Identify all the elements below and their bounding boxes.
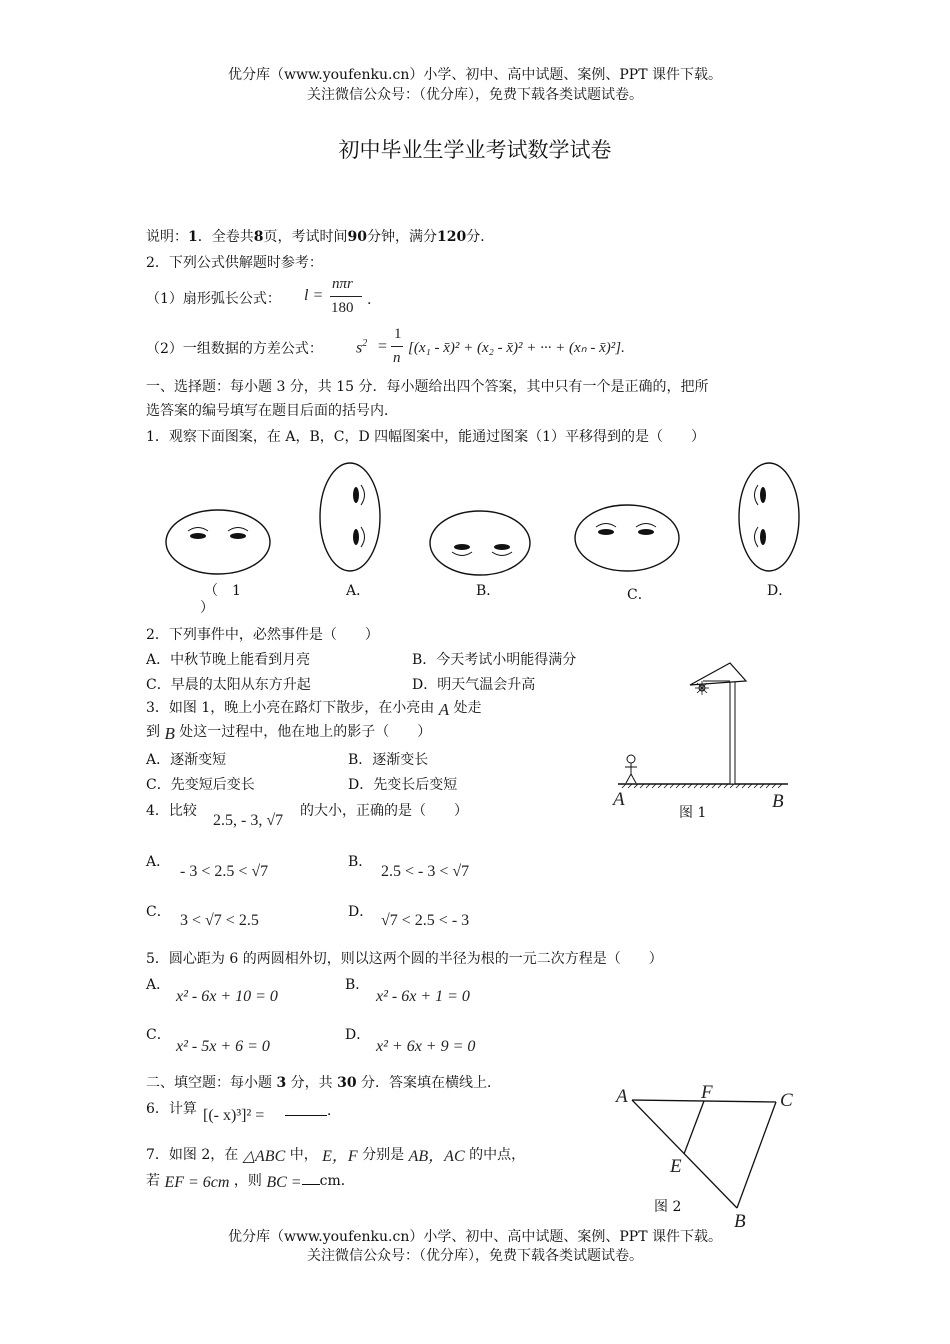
figure-1-point-b: B [772,791,784,812]
formula-2-eq: = [378,338,388,355]
q2-option-d: D．明天气温会升高 [412,677,536,693]
q1-figures [0,455,950,625]
q3-text: 处这一过程中，他在地上的影子（ ） [179,724,432,740]
intro-minutes: 90 [347,229,367,245]
figure-2-point-c: C [780,1090,793,1111]
figure-1-point-a: A [613,789,625,810]
q7-text: 若 [146,1173,160,1189]
q7-text: 分别是 [362,1147,405,1163]
q3-option-d: D．先变长后变短 [348,777,458,793]
figure-2-caption: 图 2 [654,1199,682,1215]
q4-option-d-label: D． [348,904,374,920]
q2-option-a: A．中秋节晚上能看到月亮 [146,652,311,668]
q7-text: 的中点， [469,1147,526,1163]
header-line-2: 关注微信公众号：（优分库），免费下载各类试题试卷。 [307,87,643,103]
q3-text: 3．如图 1，晚上小亮在路灯下散步，在小亮由 [146,700,435,716]
section-2-points: 3 [276,1075,287,1091]
q7-line-2 [146,1172,355,1190]
q2-option-b: B．今天考试小明能得满分 [412,652,577,668]
face-original [166,510,270,574]
formula-2-body: [(x₁ - x̄)² + (x₂ - x̄)² + ··· + (xₙ - x̄)²]. [408,340,625,356]
q5-option-d: x² + 6x + 9 = 0 [376,1038,476,1055]
q5-option-c: x² - 5x + 6 = 0 [176,1038,270,1055]
footer-line-1: 优分库（www.youfenku.cn）小学、初中、高中试题、案例、PPT 课件下载。 [227,1229,722,1245]
header-line-1: 优分库（www.youfenku.cn）小学、初中、高中试题、案例、PPT 课件下载。 [227,67,722,83]
section-2-total: 30 [337,1075,357,1091]
figure-2-point-b: B [734,1211,746,1232]
formula-2-numerator: 1 [394,326,402,342]
q5-option-d-label: D． [345,1027,371,1043]
q7-text: cm． [319,1173,355,1189]
q4-option-c: 3 < √7 < 2.5 [180,912,259,929]
intro-label: 说明： [146,229,188,245]
figure-2-point-f: F [701,1082,713,1103]
q1-label-d: D． [767,583,793,599]
q7-text: 中， [289,1147,318,1163]
point-a: A [438,700,450,719]
face-option-c [575,505,679,571]
q6-answer-blank [285,1115,327,1116]
section-2-text: 二、填空题：每小题 [146,1075,272,1091]
q2-stem: 2．下列事件中，必然事件是（ ） [146,627,379,643]
footer-line-2: 关注微信公众号：（优分库），免费下载各类试题试卷。 [307,1248,643,1264]
q4-option-b: 2.5 < - 3 < √7 [381,863,470,880]
ef-length: EF = 6cm [164,1174,230,1191]
segments-ab-ac: AB，AC [408,1148,465,1165]
point-b: B [164,724,175,743]
q3-option-c: C．先变短后变长 [146,777,255,793]
q4-option-d: √7 < 2.5 < - 3 [381,912,470,929]
formula-1-end: . [367,292,372,308]
q1-stem: 1．观察下面图案，在 A，B，C，D 四幅图案中，能通过图案（1）平移得到的是（ ） [146,429,706,445]
face-option-a [320,463,380,571]
intro-text: 分钟，满分 [366,229,437,245]
q6-stem: 6．计算 [146,1101,197,1117]
formula-2-denominator: n [393,350,401,366]
q7-text: ，则 [233,1173,262,1189]
face-option-d [739,463,799,571]
figure-2-point-a: A [616,1086,628,1107]
formula-2-lhs [356,338,367,357]
face-option-b [430,511,530,575]
formula-1-label: （1）扇形弧长公式： [146,291,281,307]
q2-option-c: C．早晨的太阳从东方升起 [146,677,311,693]
section-1-line-2: 选答案的编号填写在题目后面的括号内． [146,403,398,419]
intro-score: 120 [436,229,467,245]
var-s: s [356,339,363,357]
q7-answer-blank [302,1184,320,1185]
q5-option-b: x² - 6x + 1 = 0 [376,988,470,1005]
fraction-bar [330,296,362,297]
section-2-heading [146,1074,501,1092]
q1-label-a: A． [346,583,371,599]
points-e-f: E，F [322,1148,358,1165]
q1-label-original-close: ） [200,600,214,616]
bc-expression: BC = [266,1174,302,1191]
q3-text: 到 [146,724,160,740]
q4-option-a: - 3 < 2.5 < √7 [180,863,269,880]
q5-option-a-label: A． [146,977,171,993]
figure-2-point-e: E [670,1156,682,1177]
q3-option-b: B．逐渐变长 [348,752,429,768]
q4-option-a-label: A． [146,854,171,870]
q4-expression: 2.5, - 3, √7 [213,812,284,829]
figure-2-triangle [600,1090,800,1230]
q3-line-2 [146,722,431,741]
triangle-abc: △ABC [242,1148,286,1165]
formula-1-denominator: 180 [331,300,354,316]
formula-1-lhs: l = [304,287,324,304]
q5-option-c-label: C． [146,1027,171,1043]
exponent: 2 [362,338,368,349]
q6-expression: [(- x)³]² = [203,1107,265,1124]
q3-option-a: A．逐渐变短 [146,752,227,768]
q4-option-c-label: C． [146,904,171,920]
section-1-line-1: 一、选择题：每小题 3 分，共 15 分．每小题给出四个答案，其中只有一个是正确的，把所 [146,379,709,395]
q1-label-original: （ 1 [204,583,241,599]
q4-stem-a: 4．比较 [146,803,197,819]
q5-option-a: x² - 6x + 10 = 0 [176,988,278,1005]
q1-label-b: B． [476,583,501,599]
fraction-bar [391,346,403,347]
q6-end: ． [327,1103,341,1119]
q5-option-b-label: B． [345,977,370,993]
intro-line-2: 2．下列公式供解题时参考： [146,255,323,271]
intro-pages: 8 [253,229,264,245]
q4-stem-b: 的大小，正确的是（ ） [300,803,468,819]
formula-1-numerator: nπr [332,276,353,292]
section-2-text: 分．答案填在横线上． [361,1075,502,1091]
figure-1-caption: 图 1 [679,805,707,821]
q4-option-b-label: B． [348,854,373,870]
q5-stem: 5．圆心距为 6 的两圆相外切，则以这两个圆的半径为根的一元二次方程是（ ） [146,951,663,967]
intro-line-1 [146,228,494,246]
intro-text: 页，考试时间 [263,229,348,245]
intro-text: ．全卷共 [197,229,254,245]
intro-text: 分． [466,229,495,245]
q1-label-c: C． [627,587,652,603]
formula-2-label: （2）一组数据的方差公式： [146,341,323,357]
q7-text: 7．如图 2，在 [146,1147,239,1163]
intro-num: 1 [188,229,198,245]
section-2-text: 分，共 [290,1075,333,1091]
page-title: 初中毕业生学业考试数学试卷 [338,138,612,162]
q3-line-1 [146,698,482,717]
q7-line-1 [146,1146,525,1164]
q3-text: 处走 [453,700,482,716]
